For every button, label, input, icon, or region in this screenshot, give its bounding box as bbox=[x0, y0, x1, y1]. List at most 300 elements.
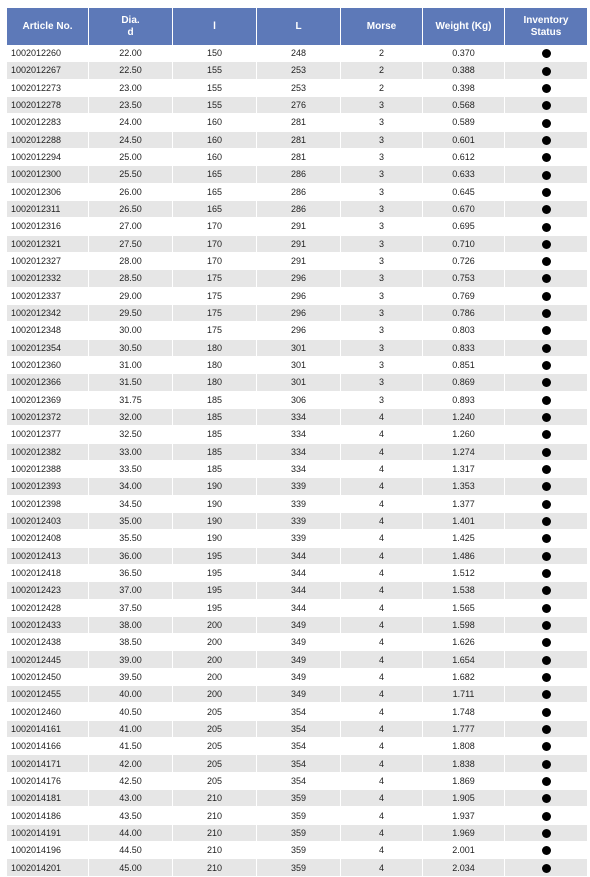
in-stock-dot-icon bbox=[542, 673, 551, 682]
table-row bbox=[7, 80, 587, 97]
in-stock-dot-icon bbox=[542, 534, 551, 543]
cell-l-long: 296 bbox=[257, 305, 341, 322]
cell-morse: 4 bbox=[341, 478, 423, 495]
table-row bbox=[7, 773, 587, 790]
table-row bbox=[7, 114, 587, 131]
cell-weight: 1.838 bbox=[423, 755, 505, 772]
cell-l-long: 291 bbox=[257, 253, 341, 270]
in-stock-dot-icon bbox=[542, 136, 551, 145]
cell-l-short: 210 bbox=[173, 825, 257, 842]
in-stock-dot-icon bbox=[542, 742, 551, 751]
in-stock-dot-icon bbox=[542, 413, 551, 422]
in-stock-dot-icon bbox=[542, 430, 551, 439]
cell-inventory-status bbox=[505, 236, 587, 253]
in-stock-dot-icon bbox=[542, 465, 551, 474]
cell-inventory-status bbox=[505, 114, 587, 131]
cell-weight: 0.710 bbox=[423, 236, 505, 253]
cell-l-short: 185 bbox=[173, 392, 257, 409]
table-row bbox=[7, 825, 587, 842]
table-row bbox=[7, 322, 587, 339]
table-row bbox=[7, 548, 587, 565]
cell-article-no: 1002012433 bbox=[7, 617, 89, 634]
cell-l-long: 296 bbox=[257, 288, 341, 305]
cell-diameter: 26.00 bbox=[89, 184, 173, 201]
table-row bbox=[7, 253, 587, 270]
cell-inventory-status bbox=[505, 634, 587, 651]
cell-inventory-status bbox=[505, 807, 587, 824]
table-row bbox=[7, 461, 587, 478]
cell-weight: 0.769 bbox=[423, 288, 505, 305]
cell-weight: 0.388 bbox=[423, 62, 505, 79]
table-row bbox=[7, 62, 587, 79]
cell-inventory-status bbox=[505, 773, 587, 790]
cell-l-short: 180 bbox=[173, 374, 257, 391]
cell-l-short: 160 bbox=[173, 114, 257, 131]
cell-article-no: 1002012321 bbox=[7, 236, 89, 253]
cell-inventory-status bbox=[505, 374, 587, 391]
cell-l-short: 180 bbox=[173, 357, 257, 374]
in-stock-dot-icon bbox=[542, 223, 551, 232]
in-stock-dot-icon bbox=[542, 309, 551, 318]
cell-morse: 4 bbox=[341, 755, 423, 772]
cell-morse: 4 bbox=[341, 859, 423, 876]
cell-morse: 4 bbox=[341, 513, 423, 530]
cell-inventory-status bbox=[505, 513, 587, 530]
table-row bbox=[7, 149, 587, 166]
cell-weight: 1.274 bbox=[423, 444, 505, 461]
cell-morse: 3 bbox=[341, 184, 423, 201]
cell-morse: 4 bbox=[341, 686, 423, 703]
cell-inventory-status bbox=[505, 600, 587, 617]
cell-l-short: 200 bbox=[173, 651, 257, 668]
cell-l-short: 195 bbox=[173, 582, 257, 599]
cell-morse: 3 bbox=[341, 253, 423, 270]
cell-article-no: 1002012316 bbox=[7, 218, 89, 235]
table-row bbox=[7, 288, 587, 305]
cell-diameter: 29.00 bbox=[89, 288, 173, 305]
cell-inventory-status bbox=[505, 617, 587, 634]
cell-l-long: 359 bbox=[257, 842, 341, 859]
cell-diameter: 44.50 bbox=[89, 842, 173, 859]
cell-l-long: 354 bbox=[257, 703, 341, 720]
cell-l-short: 195 bbox=[173, 548, 257, 565]
cell-morse: 3 bbox=[341, 392, 423, 409]
cell-l-short: 195 bbox=[173, 600, 257, 617]
cell-diameter: 40.50 bbox=[89, 703, 173, 720]
cell-morse: 4 bbox=[341, 738, 423, 755]
cell-l-short: 210 bbox=[173, 790, 257, 807]
in-stock-dot-icon bbox=[542, 274, 551, 283]
in-stock-dot-icon bbox=[542, 586, 551, 595]
cell-inventory-status bbox=[505, 444, 587, 461]
cell-l-long: 301 bbox=[257, 340, 341, 357]
cell-l-short: 150 bbox=[173, 45, 257, 62]
cell-l-long: 349 bbox=[257, 669, 341, 686]
cell-weight: 0.370 bbox=[423, 45, 505, 62]
table-row bbox=[7, 582, 587, 599]
cell-diameter: 28.50 bbox=[89, 270, 173, 287]
cell-l-long: 334 bbox=[257, 444, 341, 461]
cell-article-no: 1002012278 bbox=[7, 97, 89, 114]
table-row bbox=[7, 513, 587, 530]
cell-inventory-status bbox=[505, 426, 587, 443]
cell-article-no: 1002012327 bbox=[7, 253, 89, 270]
cell-article-no: 1002012311 bbox=[7, 201, 89, 218]
cell-weight: 1.538 bbox=[423, 582, 505, 599]
cell-article-no: 1002012408 bbox=[7, 530, 89, 547]
cell-l-long: 349 bbox=[257, 634, 341, 651]
table-row bbox=[7, 634, 587, 651]
cell-article-no: 1002012423 bbox=[7, 582, 89, 599]
cell-inventory-status bbox=[505, 496, 587, 513]
cell-weight: 0.786 bbox=[423, 305, 505, 322]
table-row bbox=[7, 755, 587, 772]
table-row bbox=[7, 669, 587, 686]
cell-l-long: 359 bbox=[257, 790, 341, 807]
cell-morse: 4 bbox=[341, 582, 423, 599]
table-row bbox=[7, 201, 587, 218]
cell-morse: 4 bbox=[341, 548, 423, 565]
cell-article-no: 1002012428 bbox=[7, 600, 89, 617]
table-row bbox=[7, 530, 587, 547]
table-row bbox=[7, 409, 587, 426]
in-stock-dot-icon bbox=[542, 361, 551, 370]
cell-l-short: 190 bbox=[173, 530, 257, 547]
cell-inventory-status bbox=[505, 132, 587, 149]
cell-article-no: 1002012288 bbox=[7, 132, 89, 149]
cell-diameter: 36.50 bbox=[89, 565, 173, 582]
cell-weight: 1.682 bbox=[423, 669, 505, 686]
table-row bbox=[7, 218, 587, 235]
table-row bbox=[7, 426, 587, 443]
cell-article-no: 1002012360 bbox=[7, 357, 89, 374]
cell-l-short: 185 bbox=[173, 461, 257, 478]
cell-diameter: 25.50 bbox=[89, 166, 173, 183]
in-stock-dot-icon bbox=[542, 49, 551, 58]
cell-inventory-status bbox=[505, 270, 587, 287]
cell-diameter: 24.00 bbox=[89, 114, 173, 131]
cell-weight: 1.486 bbox=[423, 548, 505, 565]
cell-morse: 4 bbox=[341, 496, 423, 513]
cell-l-short: 180 bbox=[173, 340, 257, 357]
cell-l-long: 301 bbox=[257, 357, 341, 374]
cell-diameter: 32.00 bbox=[89, 409, 173, 426]
cell-diameter: 39.00 bbox=[89, 651, 173, 668]
cell-diameter: 36.00 bbox=[89, 548, 173, 565]
cell-l-long: 334 bbox=[257, 409, 341, 426]
cell-weight: 2.034 bbox=[423, 859, 505, 876]
cell-article-no: 1002014166 bbox=[7, 738, 89, 755]
in-stock-dot-icon bbox=[542, 777, 551, 786]
cell-l-long: 354 bbox=[257, 738, 341, 755]
cell-l-long: 286 bbox=[257, 201, 341, 218]
cell-diameter: 43.50 bbox=[89, 807, 173, 824]
in-stock-dot-icon bbox=[542, 517, 551, 526]
cell-morse: 4 bbox=[341, 409, 423, 426]
cell-l-short: 185 bbox=[173, 409, 257, 426]
in-stock-dot-icon bbox=[542, 292, 551, 301]
cell-morse: 3 bbox=[341, 236, 423, 253]
in-stock-dot-icon bbox=[542, 326, 551, 335]
cell-inventory-status bbox=[505, 565, 587, 582]
cell-morse: 3 bbox=[341, 305, 423, 322]
cell-l-short: 205 bbox=[173, 703, 257, 720]
in-stock-dot-icon bbox=[542, 101, 551, 110]
cell-l-long: 306 bbox=[257, 392, 341, 409]
cell-diameter: 25.00 bbox=[89, 149, 173, 166]
cell-inventory-status bbox=[505, 45, 587, 62]
cell-inventory-status bbox=[505, 409, 587, 426]
cell-l-long: 281 bbox=[257, 149, 341, 166]
cell-diameter: 30.50 bbox=[89, 340, 173, 357]
cell-inventory-status bbox=[505, 305, 587, 322]
cell-article-no: 1002012300 bbox=[7, 166, 89, 183]
cell-article-no: 1002012413 bbox=[7, 548, 89, 565]
in-stock-dot-icon bbox=[542, 344, 551, 353]
cell-inventory-status bbox=[505, 288, 587, 305]
cell-weight: 0.893 bbox=[423, 392, 505, 409]
cell-morse: 3 bbox=[341, 132, 423, 149]
cell-inventory-status bbox=[505, 825, 587, 842]
cell-diameter: 23.50 bbox=[89, 97, 173, 114]
cell-article-no: 1002014191 bbox=[7, 825, 89, 842]
table-row bbox=[7, 97, 587, 114]
cell-weight: 1.748 bbox=[423, 703, 505, 720]
table-row bbox=[7, 703, 587, 720]
cell-diameter: 34.00 bbox=[89, 478, 173, 495]
cell-l-long: 253 bbox=[257, 80, 341, 97]
cell-l-long: 349 bbox=[257, 617, 341, 634]
in-stock-dot-icon bbox=[542, 205, 551, 214]
cell-l-long: 344 bbox=[257, 600, 341, 617]
cell-l-short: 165 bbox=[173, 201, 257, 218]
cell-l-long: 339 bbox=[257, 530, 341, 547]
cell-weight: 1.425 bbox=[423, 530, 505, 547]
cell-weight: 0.833 bbox=[423, 340, 505, 357]
cell-l-long: 339 bbox=[257, 496, 341, 513]
cell-l-short: 155 bbox=[173, 80, 257, 97]
cell-l-short: 175 bbox=[173, 305, 257, 322]
cell-diameter: 28.00 bbox=[89, 253, 173, 270]
cell-inventory-status bbox=[505, 842, 587, 859]
cell-l-long: 281 bbox=[257, 132, 341, 149]
cell-weight: 1.353 bbox=[423, 478, 505, 495]
cell-l-long: 359 bbox=[257, 859, 341, 876]
cell-diameter: 44.00 bbox=[89, 825, 173, 842]
cell-weight: 2.001 bbox=[423, 842, 505, 859]
cell-diameter: 37.00 bbox=[89, 582, 173, 599]
cell-l-short: 165 bbox=[173, 166, 257, 183]
cell-weight: 0.851 bbox=[423, 357, 505, 374]
cell-morse: 4 bbox=[341, 461, 423, 478]
cell-article-no: 1002014161 bbox=[7, 721, 89, 738]
cell-article-no: 1002012260 bbox=[7, 45, 89, 62]
in-stock-dot-icon bbox=[542, 656, 551, 665]
cell-inventory-status bbox=[505, 322, 587, 339]
cell-morse: 3 bbox=[341, 357, 423, 374]
cell-article-no: 1002012450 bbox=[7, 669, 89, 686]
cell-inventory-status bbox=[505, 582, 587, 599]
cell-l-short: 170 bbox=[173, 253, 257, 270]
cell-morse: 3 bbox=[341, 322, 423, 339]
cell-l-short: 205 bbox=[173, 721, 257, 738]
cell-inventory-status bbox=[505, 149, 587, 166]
cell-diameter: 31.75 bbox=[89, 392, 173, 409]
cell-diameter: 30.00 bbox=[89, 322, 173, 339]
cell-l-short: 185 bbox=[173, 426, 257, 443]
header-inventory-status: Inventory Status bbox=[505, 8, 587, 45]
table-row bbox=[7, 496, 587, 513]
cell-article-no: 1002012348 bbox=[7, 322, 89, 339]
cell-diameter: 23.00 bbox=[89, 80, 173, 97]
in-stock-dot-icon bbox=[542, 760, 551, 769]
cell-article-no: 1002012366 bbox=[7, 374, 89, 391]
cell-l-long: 349 bbox=[257, 651, 341, 668]
cell-l-long: 339 bbox=[257, 478, 341, 495]
cell-article-no: 1002014176 bbox=[7, 773, 89, 790]
cell-inventory-status bbox=[505, 184, 587, 201]
in-stock-dot-icon bbox=[542, 153, 551, 162]
cell-diameter: 26.50 bbox=[89, 201, 173, 218]
cell-weight: 0.695 bbox=[423, 218, 505, 235]
cell-morse: 4 bbox=[341, 773, 423, 790]
cell-diameter: 37.50 bbox=[89, 600, 173, 617]
cell-weight: 0.869 bbox=[423, 374, 505, 391]
cell-l-short: 190 bbox=[173, 496, 257, 513]
cell-morse: 2 bbox=[341, 45, 423, 62]
cell-l-long: 291 bbox=[257, 218, 341, 235]
cell-morse: 4 bbox=[341, 703, 423, 720]
cell-weight: 1.565 bbox=[423, 600, 505, 617]
cell-l-short: 160 bbox=[173, 132, 257, 149]
cell-morse: 4 bbox=[341, 790, 423, 807]
table-row bbox=[7, 340, 587, 357]
cell-article-no: 1002014186 bbox=[7, 807, 89, 824]
cell-weight: 1.711 bbox=[423, 686, 505, 703]
table-row bbox=[7, 357, 587, 374]
cell-weight: 1.260 bbox=[423, 426, 505, 443]
header-article-no: Article No. bbox=[7, 8, 89, 45]
cell-diameter: 34.50 bbox=[89, 496, 173, 513]
cell-weight: 1.777 bbox=[423, 721, 505, 738]
cell-l-short: 210 bbox=[173, 842, 257, 859]
cell-l-short: 210 bbox=[173, 807, 257, 824]
cell-weight: 0.589 bbox=[423, 114, 505, 131]
cell-morse: 3 bbox=[341, 288, 423, 305]
cell-weight: 1.240 bbox=[423, 409, 505, 426]
cell-l-long: 296 bbox=[257, 270, 341, 287]
cell-article-no: 1002012438 bbox=[7, 634, 89, 651]
cell-article-no: 1002012283 bbox=[7, 114, 89, 131]
cell-weight: 1.905 bbox=[423, 790, 505, 807]
cell-l-long: 344 bbox=[257, 582, 341, 599]
cell-article-no: 1002012403 bbox=[7, 513, 89, 530]
cell-weight: 1.626 bbox=[423, 634, 505, 651]
cell-l-short: 200 bbox=[173, 617, 257, 634]
cell-inventory-status bbox=[505, 201, 587, 218]
cell-article-no: 1002012388 bbox=[7, 461, 89, 478]
cell-morse: 4 bbox=[341, 600, 423, 617]
cell-l-long: 281 bbox=[257, 114, 341, 131]
cell-article-no: 1002012342 bbox=[7, 305, 89, 322]
cell-diameter: 40.00 bbox=[89, 686, 173, 703]
table-row bbox=[7, 270, 587, 287]
cell-inventory-status bbox=[505, 97, 587, 114]
table-row bbox=[7, 184, 587, 201]
cell-morse: 4 bbox=[341, 634, 423, 651]
cell-weight: 1.377 bbox=[423, 496, 505, 513]
cell-morse: 4 bbox=[341, 807, 423, 824]
cell-l-long: 344 bbox=[257, 565, 341, 582]
cell-l-long: 349 bbox=[257, 686, 341, 703]
cell-inventory-status bbox=[505, 651, 587, 668]
cell-article-no: 1002012267 bbox=[7, 62, 89, 79]
cell-article-no: 1002014196 bbox=[7, 842, 89, 859]
cell-inventory-status bbox=[505, 357, 587, 374]
cell-l-long: 286 bbox=[257, 184, 341, 201]
cell-l-long: 301 bbox=[257, 374, 341, 391]
cell-article-no: 1002012306 bbox=[7, 184, 89, 201]
cell-l-long: 354 bbox=[257, 755, 341, 772]
header-diameter: Dia. d bbox=[89, 8, 173, 45]
cell-morse: 3 bbox=[341, 201, 423, 218]
cell-inventory-status bbox=[505, 530, 587, 547]
cell-article-no: 1002012369 bbox=[7, 392, 89, 409]
cell-l-long: 334 bbox=[257, 461, 341, 478]
cell-morse: 2 bbox=[341, 80, 423, 97]
cell-l-short: 170 bbox=[173, 236, 257, 253]
cell-l-short: 205 bbox=[173, 773, 257, 790]
table-row bbox=[7, 600, 587, 617]
table-row bbox=[7, 132, 587, 149]
cell-l-short: 200 bbox=[173, 669, 257, 686]
cell-weight: 0.633 bbox=[423, 166, 505, 183]
in-stock-dot-icon bbox=[542, 794, 551, 803]
cell-l-long: 296 bbox=[257, 322, 341, 339]
cell-l-short: 205 bbox=[173, 755, 257, 772]
cell-article-no: 1002012382 bbox=[7, 444, 89, 461]
cell-diameter: 22.50 bbox=[89, 62, 173, 79]
cell-article-no: 1002012393 bbox=[7, 478, 89, 495]
cell-weight: 0.726 bbox=[423, 253, 505, 270]
cell-morse: 3 bbox=[341, 149, 423, 166]
cell-weight: 1.808 bbox=[423, 738, 505, 755]
cell-l-long: 334 bbox=[257, 426, 341, 443]
cell-diameter: 27.00 bbox=[89, 218, 173, 235]
cell-l-long: 253 bbox=[257, 62, 341, 79]
cell-article-no: 1002012398 bbox=[7, 496, 89, 513]
cell-inventory-status bbox=[505, 790, 587, 807]
cell-inventory-status bbox=[505, 686, 587, 703]
cell-weight: 0.568 bbox=[423, 97, 505, 114]
table-row bbox=[7, 236, 587, 253]
cell-inventory-status bbox=[505, 738, 587, 755]
cell-diameter: 31.00 bbox=[89, 357, 173, 374]
cell-inventory-status bbox=[505, 461, 587, 478]
table-row bbox=[7, 738, 587, 755]
cell-inventory-status bbox=[505, 340, 587, 357]
cell-l-short: 190 bbox=[173, 513, 257, 530]
table-row bbox=[7, 45, 587, 62]
in-stock-dot-icon bbox=[542, 84, 551, 93]
cell-article-no: 1002014181 bbox=[7, 790, 89, 807]
cell-inventory-status bbox=[505, 166, 587, 183]
cell-diameter: 35.50 bbox=[89, 530, 173, 547]
cell-inventory-status bbox=[505, 755, 587, 772]
table-row bbox=[7, 166, 587, 183]
cell-diameter: 42.00 bbox=[89, 755, 173, 772]
cell-diameter: 32.50 bbox=[89, 426, 173, 443]
